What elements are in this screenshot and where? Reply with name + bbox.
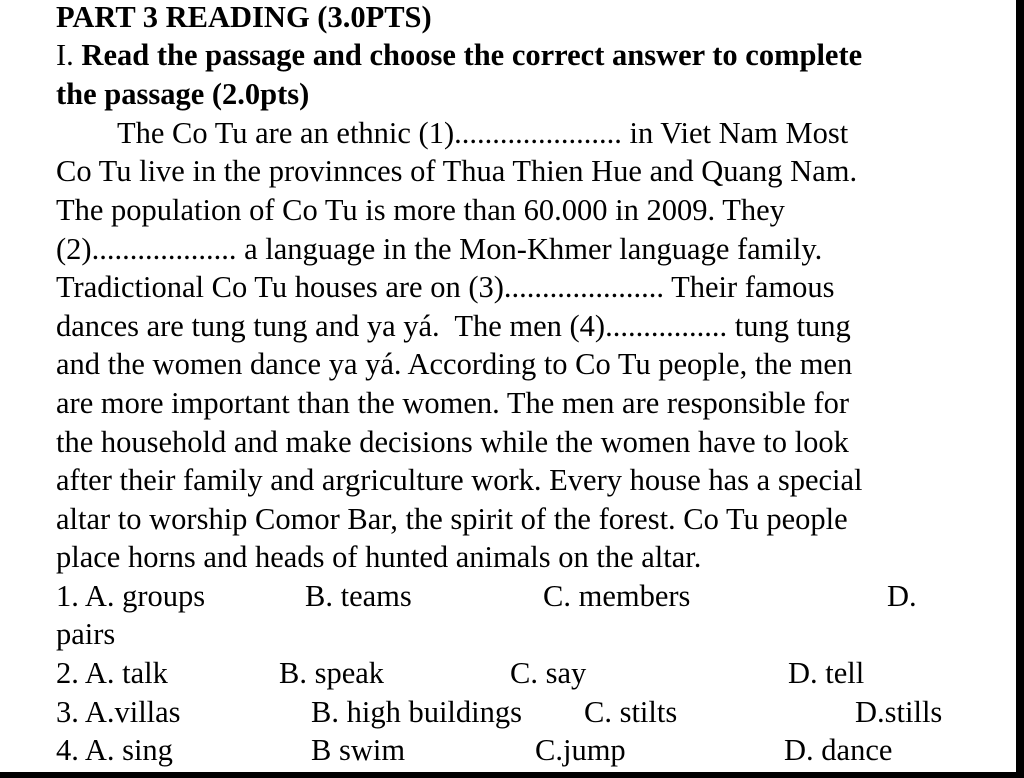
instruction-line-2: the passage (2.0pts) [56, 77, 310, 111]
passage-line: are more important than the women. The men are responsible for [56, 386, 850, 420]
question-3-option-a: 3. A.villas [56, 695, 181, 729]
question-3-option-c: C. stilts [584, 695, 678, 729]
question-2-option-a: 2. A. talk [56, 656, 168, 690]
instruction-text-1: Read the passage and choose the correct answer to complete [81, 38, 863, 72]
question-2-option-d: D. tell [788, 656, 865, 690]
question-4-option-b: B swim [311, 733, 406, 767]
passage-line: the household and make decisions while the women have to look [56, 425, 849, 459]
question-1-option-d: D. [887, 579, 917, 613]
passage-line: and the women dance ya yá. According to Co Tu people, the men [56, 347, 853, 381]
question-1-option-b: B. teams [305, 579, 412, 613]
question-4-option-a: 4. A. sing [56, 733, 173, 767]
question-3-option-b: B. high buildings [311, 695, 522, 729]
passage-line: dances are tung tung and ya yá. The men (4)................ tung tung [56, 309, 851, 343]
passage-line: place horns and heads of hunted animals on the altar. [56, 540, 702, 574]
instruction-prefix: I. [56, 38, 82, 72]
question-1-option-c: C. members [543, 579, 691, 613]
instruction-line-1 [56, 36, 862, 74]
question-4-option-c: C.jump [535, 733, 626, 767]
passage-line: Tradictional Co Tu houses are on (3)..................... Their famous [56, 270, 835, 304]
passage-line: The Co Tu are an ethnic (1)...................... in Viet Nam Most [117, 116, 849, 150]
question-2-option-c: C. say [510, 656, 587, 690]
passage-line: The population of Co Tu is more than 60.000 in 2009. They [56, 193, 785, 227]
question-3-option-d: D.stills [855, 695, 943, 729]
passage-line: altar to worship Comor Bar, the spirit of the forest. Co Tu people [56, 502, 848, 536]
section-heading: PART 3 READING (3.0PTS) [56, 0, 432, 34]
question-1-option-a: 1. A. groups [56, 579, 206, 613]
passage-line: (2)................... a language in the Mon-Khmer language family. [56, 232, 823, 266]
question-1-option-d-wrap: pairs [56, 617, 116, 651]
question-2-option-b: B. speak [279, 656, 385, 690]
passage-line: Co Tu live in the provinnces of Thua Thien Hue and Quang Nam. [56, 154, 858, 188]
passage-line: after their family and argriculture work. Every house has a special [56, 463, 863, 497]
question-4-option-d: D. dance [784, 733, 893, 767]
